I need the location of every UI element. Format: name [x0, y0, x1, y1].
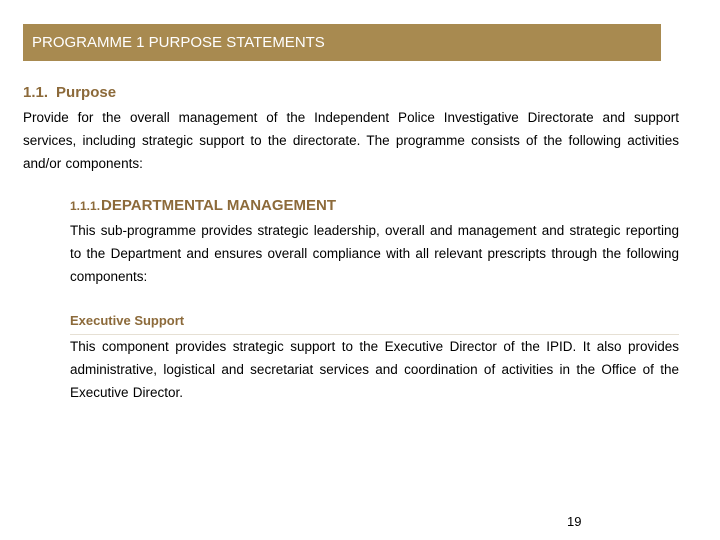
section-title: Purpose [56, 84, 117, 101]
executive-support-paragraph: This component provides strategic support to the Executive Director of the IPID. It also provides administrative, logistical and secretariat services and coordination of activities in the Office of the Executive Director. [70, 339, 679, 400]
page-title: PROGRAMME 1 PURPOSE STATEMENTS [32, 34, 325, 51]
component-heading-executive-support: Executive Support [70, 313, 185, 328]
title-banner [23, 24, 661, 61]
purpose-paragraph: Provide for the overall management of the Independent Police Investigative Directorate and support services, including strategic support to the directorate. The programme consists of the following activities and/or components: [23, 110, 679, 171]
subsection-number: 1.1.1. [70, 199, 101, 213]
departmental-management-paragraph: This sub-programme provides strategic leadership, overall and management and strategic reporting to the Department and ensures overall compliance with all relevant prescripts through the following components: [70, 223, 679, 284]
section-heading-purpose [23, 84, 116, 101]
subsection-title: DEPARTMENTAL MANAGEMENT [101, 197, 337, 214]
section-number: 1.1. [23, 84, 49, 101]
page-number: 19 [567, 514, 582, 529]
section-heading-departmental-management [70, 197, 336, 214]
